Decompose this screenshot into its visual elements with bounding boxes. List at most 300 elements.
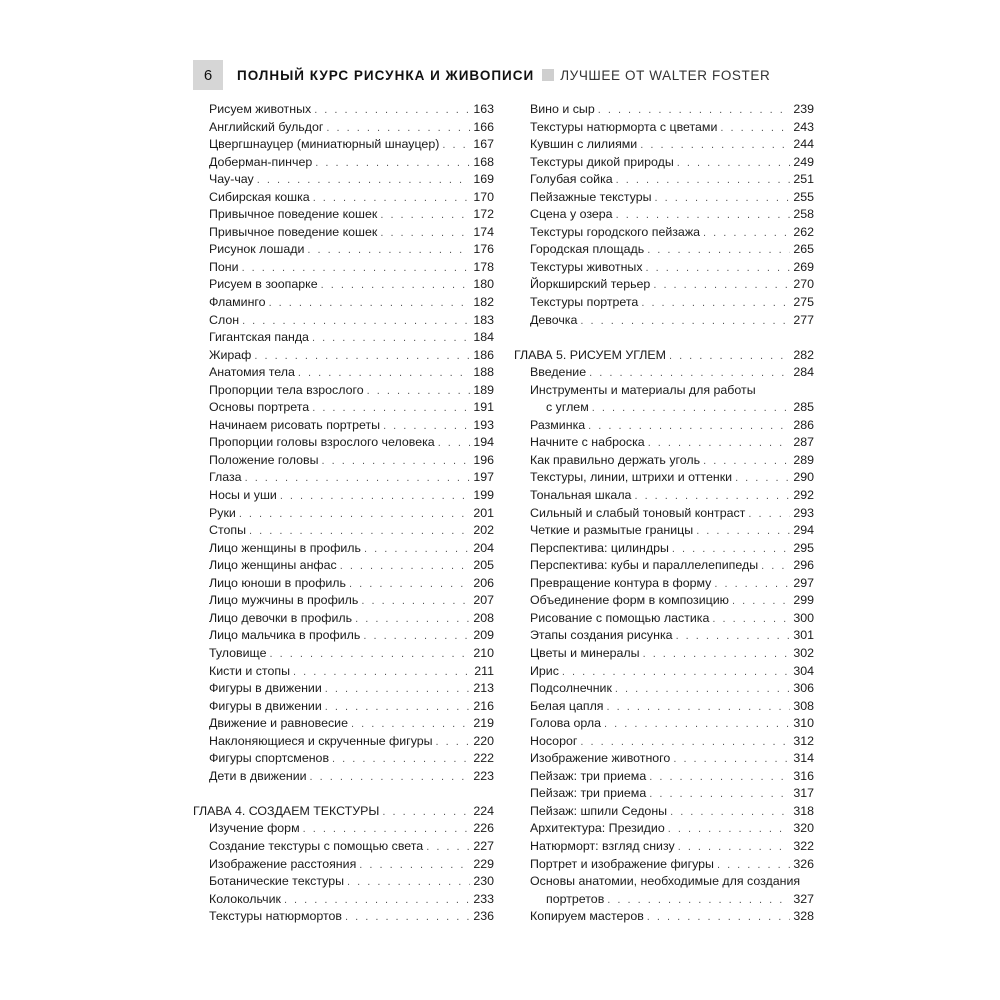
- toc-entry-page: 293: [793, 505, 814, 520]
- leader-dots: [359, 857, 470, 875]
- toc-entry-title: Колокольчик: [209, 891, 281, 906]
- leader-dots: [269, 295, 471, 313]
- leader-dots: [643, 646, 791, 664]
- toc-entry-title: Анатомия тела: [209, 365, 295, 380]
- toc-entry-title: Положение головы: [209, 452, 319, 467]
- toc-entry[interactable]: [193, 189, 494, 207]
- toc-entry-page: 191: [473, 400, 494, 415]
- toc-entry[interactable]: [514, 540, 814, 558]
- toc-entry[interactable]: [514, 206, 814, 224]
- toc-entry[interactable]: [193, 171, 494, 189]
- toc-entry[interactable]: [514, 259, 814, 277]
- toc-entry-title: Текстуры натюрмортов: [209, 909, 342, 924]
- toc-entry-title: Превращение контура в форму: [530, 575, 712, 590]
- leader-dots: [598, 102, 791, 120]
- leader-dots: [673, 751, 790, 769]
- toc-entry-page: 326: [793, 856, 814, 871]
- toc-entry-title: Как правильно держать уголь: [530, 452, 701, 467]
- toc-entry-title: Пейзаж: шпили Седоны: [530, 803, 668, 818]
- toc-entry-page: 226: [473, 821, 494, 836]
- toc-entry-title-line2: с углем: [546, 400, 589, 415]
- toc-entry-title: Цветы и минералы: [530, 645, 640, 660]
- toc-entry-page: 206: [473, 575, 494, 590]
- toc-entry[interactable]: [193, 276, 494, 294]
- toc-entry-title: Введение: [530, 365, 587, 380]
- toc-entry[interactable]: [514, 434, 814, 452]
- toc-entry-title: Фигуры в движении: [209, 681, 322, 696]
- toc-entry-title: Перспектива: кубы и параллелепипеды: [530, 558, 759, 573]
- toc-entry[interactable]: [193, 820, 494, 838]
- toc-entry-title: Английский бульдог: [209, 119, 324, 134]
- toc-entry-page: 170: [473, 189, 494, 204]
- toc-entry-title: Изображение животного: [530, 751, 671, 766]
- chapter-title: ГЛАВА 4. СОЗДАЕМ ТЕКСТУРЫ: [193, 803, 380, 818]
- toc-entry-page: 209: [473, 628, 494, 643]
- toc-entry-page: 216: [473, 698, 494, 713]
- toc-entry[interactable]: [193, 154, 494, 172]
- toc-entry[interactable]: [193, 434, 494, 452]
- toc-entry[interactable]: [514, 575, 814, 593]
- toc-entry-page: 199: [473, 488, 494, 503]
- leader-dots: [615, 681, 790, 699]
- toc-entry[interactable]: [193, 347, 494, 365]
- toc-entry[interactable]: [193, 908, 494, 926]
- leader-dots: [761, 558, 790, 576]
- toc-entry[interactable]: [514, 136, 814, 154]
- toc-entry-title: Начните с наброска: [530, 435, 645, 450]
- toc-entry[interactable]: [514, 276, 814, 294]
- toc-entry-title: Пейзаж: три приема: [530, 768, 647, 783]
- toc-entry[interactable]: [193, 241, 494, 259]
- leader-dots: [383, 418, 470, 436]
- toc-list-right-middle: [514, 417, 814, 873]
- toc-entry[interactable]: [514, 241, 814, 259]
- toc-entry[interactable]: [514, 487, 814, 505]
- toc-entry-title: Вино и сыр: [530, 102, 595, 116]
- toc-right-column: [514, 101, 814, 926]
- toc-entry-page: 304: [793, 663, 814, 678]
- toc-entry[interactable]: [514, 557, 814, 575]
- toc-entry[interactable]: [514, 224, 814, 242]
- leader-dots: [670, 804, 790, 822]
- toc-entry-page: 320: [793, 821, 814, 836]
- leader-dots: [303, 821, 471, 839]
- toc-entry[interactable]: [514, 820, 814, 838]
- toc-entry-title: Пейзажные текстуры: [530, 189, 652, 204]
- toc-entry-page: 169: [473, 172, 494, 187]
- toc-entry-page: 201: [473, 505, 494, 520]
- toc-entry-title: Белая цапля: [530, 698, 604, 713]
- toc-entry-page: 220: [473, 733, 494, 748]
- toc-entry-title: Текстуры животных: [530, 259, 643, 274]
- toc-entry[interactable]: [514, 698, 814, 716]
- toc-entry-title: Носы и уши: [209, 488, 277, 503]
- toc-entry-page: 299: [793, 593, 814, 608]
- toc-entry-title: Кисти и стопы: [209, 663, 290, 678]
- toc-entry[interactable]: [514, 610, 814, 628]
- leader-dots: [380, 225, 470, 243]
- leader-dots: [647, 909, 791, 927]
- leader-dots: [325, 681, 471, 699]
- toc-entry[interactable]: [193, 557, 494, 575]
- toc-entry-title: Текстуры портрета: [530, 295, 639, 310]
- toc-entry[interactable]: [514, 750, 814, 768]
- toc-entry-page: 205: [473, 558, 494, 573]
- toc-entry-page: 301: [793, 628, 814, 643]
- leader-dots: [562, 664, 790, 682]
- leader-dots: [640, 137, 790, 155]
- toc-entry[interactable]: [514, 908, 814, 926]
- leader-dots: [349, 576, 470, 594]
- toc-entry[interactable]: [193, 522, 494, 540]
- toc-entry-page: 292: [793, 488, 814, 503]
- toc-entry[interactable]: [193, 698, 494, 716]
- toc-entry[interactable]: [514, 592, 814, 610]
- leader-dots: [326, 120, 470, 138]
- leader-dots: [748, 506, 790, 524]
- toc-entry[interactable]: [193, 505, 494, 523]
- toc-entry-page: 163: [473, 102, 494, 116]
- toc-entry-title: Чау-чау: [209, 172, 254, 187]
- toc-entry-title: Разминка: [530, 417, 586, 432]
- leader-dots: [355, 611, 470, 629]
- leader-dots: [592, 400, 791, 418]
- leader-dots: [242, 313, 470, 331]
- toc-entry-title: Глаза: [209, 470, 242, 485]
- toc-entry-title: Изучение форм: [209, 821, 300, 836]
- page-number: 6: [193, 60, 223, 90]
- toc-entry-title: Текстуры городского пейзажа: [530, 224, 701, 239]
- toc-entry-title: Рисование с помощью ластика: [530, 610, 710, 625]
- leader-dots: [313, 190, 471, 208]
- toc-entry-page: 328: [793, 909, 814, 924]
- leader-dots: [364, 541, 470, 559]
- toc-entry-page: 168: [473, 154, 494, 169]
- toc-entry[interactable]: [193, 891, 494, 909]
- toc-entry-page: 172: [473, 207, 494, 222]
- toc-entry-title: Подсолнечник: [530, 681, 612, 696]
- chapter-4-heading[interactable]: [193, 803, 494, 821]
- toc-entry-title: Копируем мастеров: [530, 909, 644, 924]
- toc-entry-title: Привычное поведение кошек: [209, 224, 378, 239]
- toc-entry[interactable]: [514, 838, 814, 856]
- toc-entry-page: 236: [473, 909, 494, 924]
- toc-entry-title: Пони: [209, 259, 239, 274]
- toc-entry-title: Туловище: [209, 645, 267, 660]
- leader-dots: [345, 909, 470, 927]
- toc-entry-page: 213: [473, 681, 494, 696]
- leader-dots: [696, 523, 790, 541]
- leader-dots: [668, 821, 791, 839]
- toc-entry-page: 207: [473, 593, 494, 608]
- leader-dots: [322, 453, 471, 471]
- toc-entry-page: 290: [793, 470, 814, 485]
- toc-entry[interactable]: [514, 522, 814, 540]
- toc-entry-title: Голубая сойка: [530, 172, 613, 187]
- toc-entry-page: 182: [473, 295, 494, 310]
- toc-entry[interactable]: [193, 136, 494, 154]
- toc-entry-title: Пропорции тела взрослого: [209, 382, 364, 397]
- toc-entry-title: Лицо юноши в профиль: [209, 575, 346, 590]
- toc-list-left-bottom: [193, 820, 494, 925]
- leader-dots: [351, 716, 470, 734]
- toc-entry[interactable]: [193, 224, 494, 242]
- toc-entry-page: 239: [793, 102, 814, 116]
- toc-left-column: [193, 101, 494, 926]
- toc-entry[interactable]: [514, 627, 814, 645]
- toc-entry[interactable]: [514, 856, 814, 874]
- leader-dots: [315, 155, 470, 173]
- leader-dots: [669, 348, 790, 366]
- toc-entry-page: 197: [473, 470, 494, 485]
- toc-entry[interactable]: [193, 101, 494, 119]
- toc-entry-page: 204: [473, 540, 494, 555]
- toc-entry-page: 167: [473, 137, 494, 152]
- toc-entry[interactable]: [193, 715, 494, 733]
- toc-entry[interactable]: [193, 873, 494, 891]
- toc-entry[interactable]: [193, 610, 494, 628]
- toc-entry[interactable]: [514, 645, 814, 663]
- toc-entry[interactable]: [514, 312, 814, 330]
- toc-entry[interactable]: [514, 768, 814, 786]
- leader-dots: [676, 628, 791, 646]
- leader-dots: [325, 699, 471, 717]
- toc-entry[interactable]: [514, 663, 814, 681]
- leader-dots: [717, 857, 790, 875]
- toc-entry-page: 306: [793, 681, 814, 696]
- leader-dots: [646, 260, 791, 278]
- leader-dots: [442, 137, 470, 155]
- leader-dots: [270, 646, 471, 664]
- toc-entry-title: Цвергшнауцер (миниатюрный шнауцер): [209, 137, 440, 152]
- toc-entry-page: 275: [793, 295, 814, 310]
- toc-entry-page: 211: [474, 663, 494, 678]
- toc-entry-page: 219: [473, 716, 494, 731]
- toc-entry[interactable]: [193, 663, 494, 681]
- toc-entry-title: Четкие и размытые границы: [530, 523, 694, 538]
- toc-entry-page: 312: [793, 733, 814, 748]
- leader-dots: [314, 102, 470, 120]
- toc-entry[interactable]: [514, 733, 814, 751]
- leader-dots: [242, 260, 471, 278]
- toc-entry[interactable]: [193, 645, 494, 663]
- leader-dots: [367, 383, 471, 401]
- toc-entry-page: 295: [793, 540, 814, 555]
- leader-dots: [332, 751, 470, 769]
- toc-entry-page: 270: [793, 277, 814, 292]
- toc-entry[interactable]: [193, 417, 494, 435]
- toc-entry-title: Привычное поведение кошек: [209, 207, 378, 222]
- leader-dots: [607, 892, 790, 910]
- toc-entry-page: 227: [473, 838, 494, 853]
- leader-dots: [641, 295, 790, 313]
- leader-dots: [438, 435, 471, 453]
- toc-entry-page: 284: [793, 365, 814, 380]
- toc-entry[interactable]: [514, 417, 814, 435]
- toc-entry-page: 202: [473, 523, 494, 538]
- toc-entry-page: 262: [793, 224, 814, 239]
- leader-dots: [735, 470, 790, 488]
- toc-entry[interactable]: [514, 294, 814, 312]
- toc-entry-page: 176: [473, 242, 494, 257]
- leader-dots: [616, 172, 791, 190]
- toc-entry[interactable]: [514, 171, 814, 189]
- running-header: [193, 60, 793, 90]
- toc-entry[interactable]: [193, 627, 494, 645]
- toc-entry-page: 166: [473, 119, 494, 134]
- toc-entry[interactable]: [193, 768, 494, 786]
- toc-entry[interactable]: [514, 505, 814, 523]
- toc-entry-title: Фигуры в движении: [209, 698, 322, 713]
- toc-entry-title: Пропорции головы взрослого человека: [209, 435, 435, 450]
- toc-entry[interactable]: [514, 469, 814, 487]
- toc-entry-title: Наклоняющиеся и скрученные фигуры: [209, 733, 433, 748]
- leader-dots: [653, 277, 790, 295]
- leader-dots: [678, 839, 791, 857]
- toc-entry-title: Тональная шкала: [530, 488, 632, 503]
- toc-entry-title: Лицо женщины анфас: [209, 558, 337, 573]
- toc-entry-title: Лицо мужчины в профиль: [209, 593, 359, 608]
- toc-entry[interactable]: [193, 329, 494, 347]
- toc-entry-page: 230: [473, 874, 494, 889]
- toc-entry[interactable]: [193, 469, 494, 487]
- toc-entry[interactable]: [193, 294, 494, 312]
- toc-entry-title: Стопы: [209, 523, 246, 538]
- toc-entry-page: 184: [473, 330, 494, 345]
- toc-entry-title: Архитектура: Президио: [530, 821, 665, 836]
- leader-dots: [254, 348, 470, 366]
- toc-entry[interactable]: [514, 101, 814, 119]
- toc-entry-title: Сцена у озера: [530, 207, 613, 222]
- toc-entry-title: Фигуры спортсменов: [209, 751, 330, 766]
- toc-entry[interactable]: [193, 452, 494, 470]
- toc-entry-title: Текстуры дикой природы: [530, 154, 674, 169]
- leader-dots: [616, 207, 791, 225]
- leader-dots: [703, 453, 790, 471]
- toc-entry[interactable]: [193, 259, 494, 277]
- toc-entry-title: Голова орла: [530, 716, 602, 731]
- toc-entry-page: 244: [793, 137, 814, 152]
- toc-entry[interactable]: [193, 487, 494, 505]
- chapter-page: 282: [793, 347, 814, 362]
- toc-entry[interactable]: [193, 540, 494, 558]
- toc-entry-title: Кувшин с лилиями: [530, 137, 638, 152]
- toc-entry[interactable]: [193, 206, 494, 224]
- toc-entry[interactable]: [514, 452, 814, 470]
- toc-entry-page: 310: [793, 716, 814, 731]
- toc-entry[interactable]: [514, 154, 814, 172]
- toc-entry-page: 258: [793, 207, 814, 222]
- toc-entry-page: 183: [473, 312, 494, 327]
- toc-entry-page: 317: [793, 786, 814, 801]
- toc-entry-page: 188: [473, 365, 494, 380]
- leader-dots: [649, 769, 790, 787]
- leader-dots: [284, 892, 470, 910]
- toc-entry-page: 294: [793, 523, 814, 538]
- toc-entry-title-line1: Инструменты и материалы для работы: [530, 382, 756, 397]
- toc-entry-title: Ботанические текстуры: [209, 874, 345, 889]
- toc-entry-page: 314: [793, 751, 814, 766]
- toc-entry[interactable]: [514, 680, 814, 698]
- leader-dots: [580, 313, 790, 331]
- toc-entry[interactable]: [193, 856, 494, 874]
- toc-entry-page: 327: [793, 891, 814, 906]
- toc-entry[interactable]: [193, 733, 494, 751]
- toc-entry[interactable]: [193, 119, 494, 137]
- toc-entry[interactable]: [193, 312, 494, 330]
- leader-dots: [257, 172, 471, 190]
- toc-entry[interactable]: [193, 364, 494, 382]
- leader-dots: [588, 418, 790, 436]
- toc-entry[interactable]: [514, 785, 814, 803]
- toc-entry-title: Дети в движении: [209, 768, 307, 783]
- leader-dots: [312, 330, 470, 348]
- toc-entry-title: Натюрморт: взгляд снизу: [530, 838, 675, 853]
- leader-dots: [298, 365, 470, 383]
- chapter-page: 224: [473, 803, 494, 818]
- toc-entry[interactable]: [193, 750, 494, 768]
- toc-entry[interactable]: [193, 592, 494, 610]
- toc-entry-title: Перспектива: цилиндры: [530, 540, 669, 555]
- toc-entry[interactable]: [514, 189, 814, 207]
- toc-entry-title: Пейзаж: три приема: [530, 786, 647, 801]
- chapter-gap: [193, 785, 494, 803]
- leader-dots: [347, 874, 470, 892]
- toc-entry-multiline[interactable]: [514, 873, 814, 908]
- leader-dots: [677, 155, 791, 173]
- toc-entry-page: 210: [473, 645, 494, 660]
- toc-entry-title: Носорог: [530, 733, 578, 748]
- toc-entry[interactable]: [193, 382, 494, 400]
- leader-dots: [634, 488, 790, 506]
- leader-dots: [649, 786, 790, 804]
- leader-dots: [714, 576, 790, 594]
- toc-entry[interactable]: [514, 803, 814, 821]
- toc-entry-title: Начинаем рисовать портреты: [209, 417, 381, 432]
- toc-entry-title: Текстуры, линии, штрихи и оттенки: [530, 470, 733, 485]
- leader-dots: [312, 400, 470, 418]
- leader-dots: [361, 593, 470, 611]
- toc-entry[interactable]: [514, 364, 814, 382]
- toc-entry[interactable]: [193, 575, 494, 593]
- toc-entry[interactable]: [193, 399, 494, 417]
- leader-dots: [293, 664, 471, 682]
- leader-dots: [648, 435, 791, 453]
- toc-entry-title: Рисуем животных: [209, 102, 312, 116]
- toc-entry-page: 194: [473, 435, 494, 450]
- chapter-5-heading[interactable]: [514, 347, 814, 365]
- toc-entry[interactable]: [514, 715, 814, 733]
- leader-dots: [604, 716, 790, 734]
- toc-entry[interactable]: [193, 838, 494, 856]
- toc-entry-page: 322: [793, 838, 814, 853]
- toc-entry-page: 269: [793, 259, 814, 274]
- toc-entry-title: Йоркширский терьер: [530, 277, 651, 292]
- toc-entry[interactable]: [193, 680, 494, 698]
- leader-dots: [380, 207, 470, 225]
- toc-entry-page: 186: [473, 347, 494, 362]
- toc-entry-multiline[interactable]: [514, 382, 814, 417]
- toc-entry-title: Фламинго: [209, 295, 266, 310]
- leader-dots: [382, 804, 470, 822]
- leader-dots: [363, 628, 470, 646]
- toc-entry-title: Движение и равновесие: [209, 716, 348, 731]
- toc-entry-title: Рисунок лошади: [209, 242, 305, 257]
- toc-entry[interactable]: [514, 119, 814, 137]
- leader-dots: [426, 839, 470, 857]
- toc-entry-title: Рисуем в зоопарке: [209, 277, 318, 292]
- toc-entry-page: 300: [793, 610, 814, 625]
